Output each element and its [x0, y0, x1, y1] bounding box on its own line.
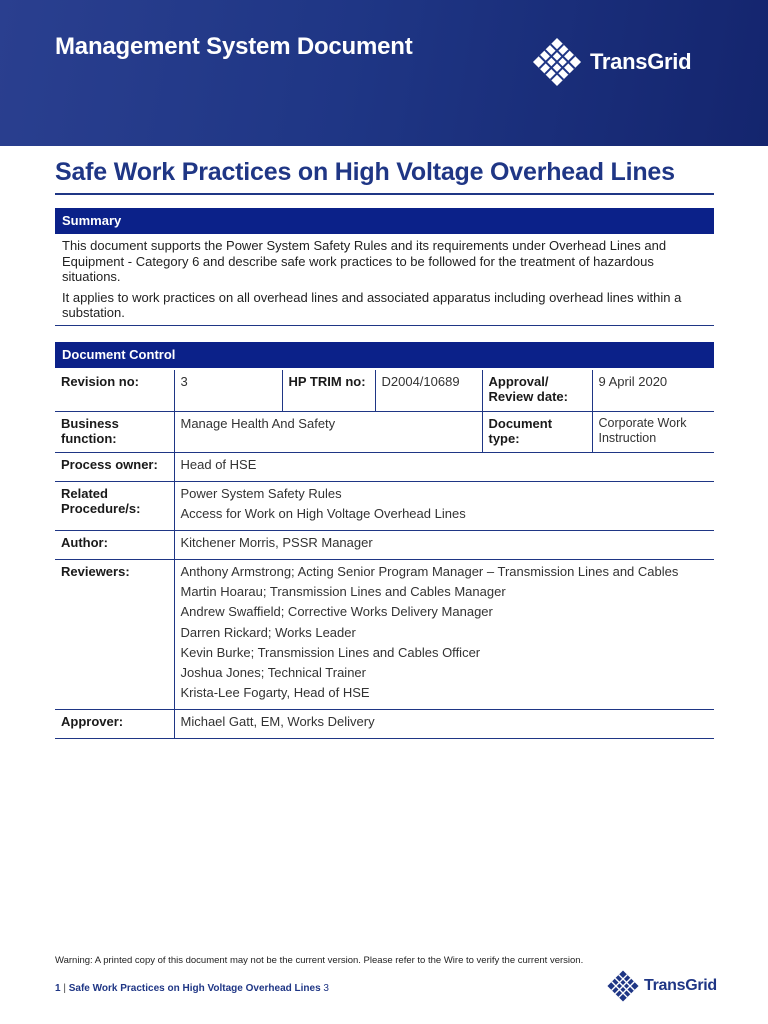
process-owner-label: Process owner:	[55, 452, 174, 481]
process-owner-value: Head of HSE	[174, 452, 714, 481]
author-value: Kitchener Morris, PSSR Manager	[174, 530, 714, 559]
business-function-label: Business function:	[55, 411, 174, 452]
table-row	[55, 370, 714, 411]
summary-heading: Summary	[55, 208, 714, 234]
approver-label: Approver:	[55, 710, 174, 739]
approver-value: Michael Gatt, EM, Works Delivery	[174, 710, 714, 739]
reviewer-item: Darren Rickard; Works Leader	[180, 624, 356, 640]
header-title: Management System Document	[55, 33, 413, 60]
author-label: Author:	[55, 530, 174, 559]
reviewer-item: Martin Hoarau; Transmission Lines and Cables Manager	[180, 584, 506, 600]
table-row	[55, 452, 714, 481]
revision-value: 3	[174, 370, 282, 411]
document-control-table	[55, 370, 714, 739]
approval-value: 9 April 2020	[592, 370, 714, 411]
reviewers-label: Reviewers:	[55, 559, 174, 709]
table-row	[55, 411, 714, 452]
reviewer-item: Krista-Lee Fogarty, Head of HSE	[180, 685, 370, 701]
footer-line	[55, 983, 329, 994]
transgrid-logo-icon	[530, 36, 584, 88]
summary-divider	[55, 325, 714, 326]
table-row	[55, 559, 714, 709]
document-title: Safe Work Practices on High Voltage Overhead Lines	[55, 158, 675, 186]
reviewer-item: Joshua Jones; Technical Trainer	[180, 664, 366, 680]
footer-separator: |	[60, 983, 69, 994]
document-type-value: Corporate Work Instruction	[592, 411, 714, 452]
header-logo-text: TransGrid	[590, 49, 692, 74]
document-type-label: Document type:	[482, 411, 592, 452]
transgrid-logo-icon	[606, 969, 640, 1003]
summary-paragraph-1: This document supports the Power System Safety Rules and its requirements under Overhead Lines and Equipment - Category 6 and describe safe work practices to be followed for the treatment of hazardous situations.	[62, 238, 667, 284]
related-procedures-value	[174, 481, 714, 530]
summary-body	[62, 238, 702, 326]
related-procedure-item: Power System Safety Rules	[180, 485, 342, 501]
footer-logo	[606, 969, 717, 1003]
footer-doc-title: Safe Work Practices on High Voltage Overhead Lines	[68, 983, 321, 994]
revision-label: Revision no:	[55, 370, 174, 411]
related-procedures-label: Related Procedure/s:	[55, 481, 174, 530]
header-logo	[530, 36, 691, 88]
printed-copy-warning: Warning: A printed copy of this document may not be the current version. Please refer to the Wire to verify the current version.	[55, 955, 584, 966]
reviewer-item: Kevin Burke; Transmission Lines and Cables Officer	[180, 644, 481, 660]
page-number: 1	[55, 983, 61, 994]
summary-paragraph-2: It applies to work practices on all overhead lines and associated apparatus including overhead lines within a substation.	[62, 289, 682, 320]
hp-trim-value: D2004/10689	[375, 370, 482, 411]
table-row	[55, 710, 714, 739]
footer-logo-text: TransGrid	[644, 977, 717, 994]
table-row	[55, 481, 714, 530]
footer-revision: 3	[320, 983, 329, 994]
approval-label: Approval/ Review date:	[482, 370, 592, 411]
reviewer-item: Andrew Swaffield; Corrective Works Delivery Manager	[180, 604, 493, 620]
hp-trim-label: HP TRIM no:	[282, 370, 375, 411]
related-procedure-item: Access for Work on High Voltage Overhead Lines	[180, 505, 466, 521]
title-divider	[55, 193, 714, 195]
reviewers-value	[174, 559, 714, 709]
table-row	[55, 530, 714, 559]
business-function-value: Manage Health And Safety	[174, 411, 482, 452]
document-control-heading: Document Control	[55, 342, 714, 368]
reviewer-item: Anthony Armstrong; Acting Senior Program Manager – Transmission Lines and Cables	[180, 563, 679, 579]
